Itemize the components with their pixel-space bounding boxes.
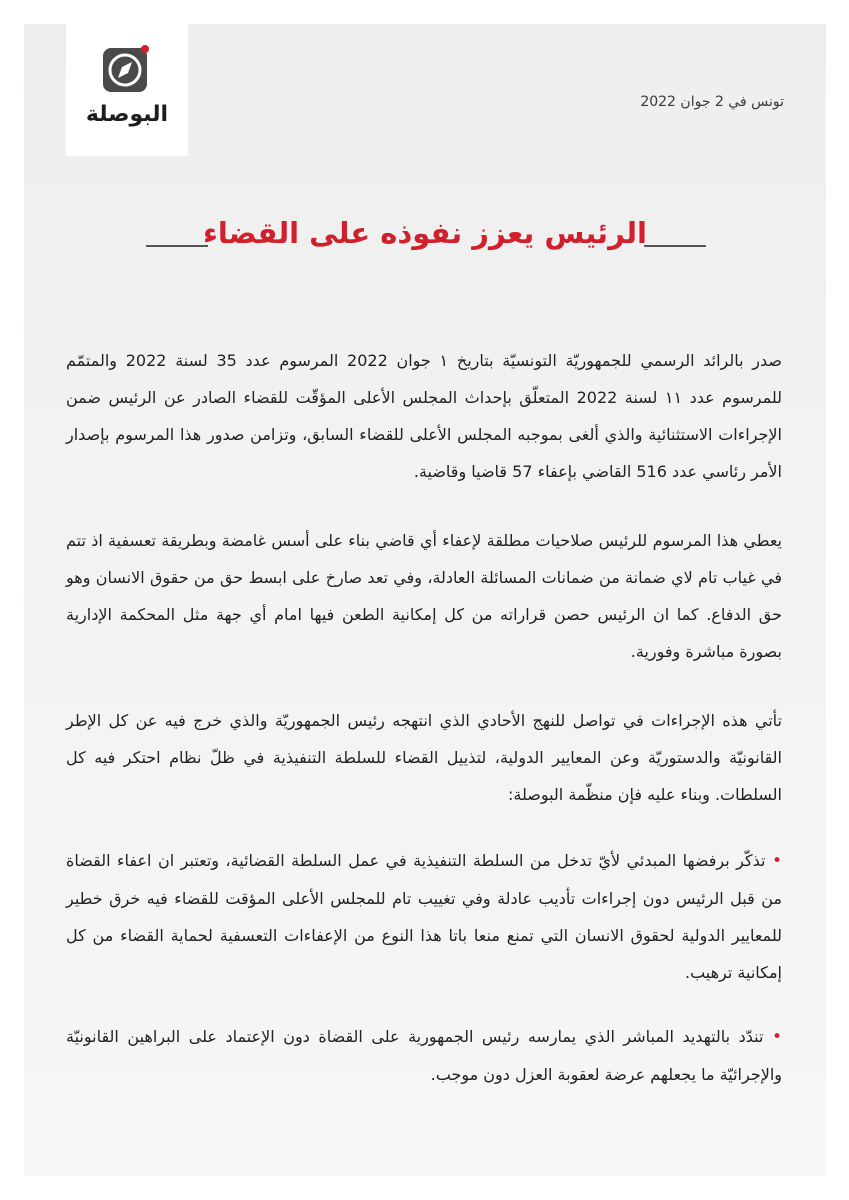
document-date: تونس في 2 جوان 2022 [640,94,784,110]
page-title: الرئيس يعزز نفوذه على القضاء [203,216,647,250]
bullet-text-2: تندّد بالتهديد المباشر الذي يمارسه رئيس الجمهورية على القضاة دون الإعتماد على البراهين القانونيّة والإجرائيّة ما يجعلهم عرضة لعقوبة العزل دون موجب. [66,1027,782,1084]
document-page [24,24,826,1176]
title-block [24,216,826,264]
bullet-dot: • [771,851,782,871]
logo [66,24,188,156]
bullet-dot: • [771,1027,782,1047]
compass-icon [101,42,153,94]
bullet-text-1: تذكّر برفضها المبدئي لأيّ تدخل من السلطة التنفيذية في عمل السلطة القضائية، وتعتبر ان اعفاء القضاة من قبل الرئيس دون إجراءات تأديب عادلة وفي تغييب تام للمجلس الأعلى المؤقت للقضاء فيه خرق خطير للمعايير الدولية لحقوق الانسان التي تمنع منعا باتا هذا النوع من الإعفاءات التعسفية لحماية القضاء من كل إمكانية ترهيب. [66,851,782,982]
paragraph-3: تأتي هذه الإجراءات في تواصل للنهج الأحادي الذي انتهجه رئيس الجمهوريّة والذي خرج فيه عن كل الإطر القانونيّة والدستوريّة وعن المعايير الدولية، لتذييل القضاء للسلطة التنفيذية في ظلّ نظام احتكر فيه كل السلطات. وبناء عليه فإن منظّمة البوصلة: [66,711,782,804]
paragraph-2: يعطي هذا المرسوم للرئيس صلاحيات مطلقة لإعفاء أي قاضي بناء على أسس غامضة وبطريقة تعسفية اذ تتم في غياب تام لاي ضمانة من ضمانات المسائلة العادلة، وفي تعد صارخ على ابسط حق من حقوق الانسان وهو حق الدفاع. كما ان الرئيس حصن قراراته من كل إمكانية الطعن فيها امام أي جهة مثل المحكمة الإدارية بصورة مباشرة وفورية. [66,531,782,661]
bullet-item-2 [66,1018,782,1093]
paragraph-1: صدر بالرائد الرسمي للجمهوريّة التونسيّة بتاريخ ١ جوان 2022 المرسوم عدد 35 لسنة 2022 والمتمّم للمرسوم عدد ١١ لسنة 2022 المتعلّق بإحداث المجلس الأعلى المؤقّت للقضاء الصادر عن الرئيس ضمن الإجراءات الاستثنائية والذي ألغى بموجبه المجلس الأعلى للقضاء السابق، وتزامن صدور هذا المرسوم بإصدار الأمر رئاسي عدد 516 القاضي بإعفاء 57 قاضيا وقاضية. [66,351,783,481]
logo-text: البوصلة [85,102,169,127]
bullet-item-1 [66,842,782,991]
